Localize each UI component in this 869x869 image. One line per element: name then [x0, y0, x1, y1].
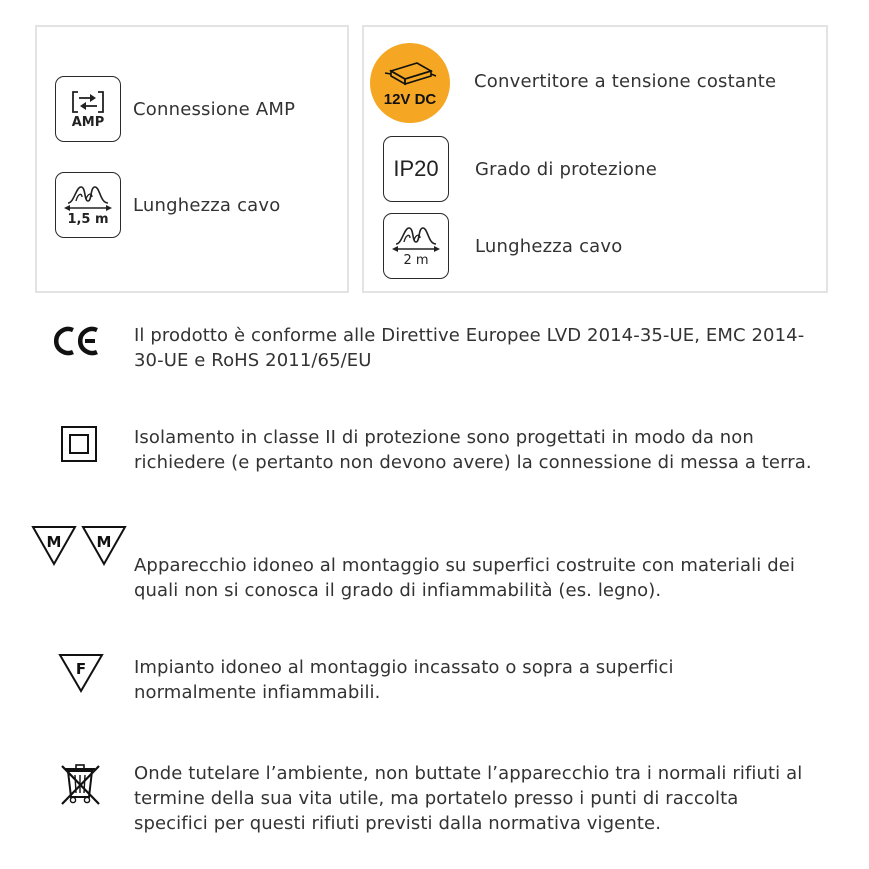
f-mark-letter: F — [75, 660, 87, 678]
spec-cable-length-right — [383, 213, 622, 279]
cable-length-icon — [55, 172, 121, 238]
amp-caption: AMP — [71, 115, 105, 130]
amp-connection-label: Connessione AMP — [133, 98, 296, 120]
weee-note-text: Onde tutelare l’ambiente, non buttate l’apparecchio tra i normali rifiuti al termine della sua vita utile, ma portatelo presso i punti di raccolta specifici per questi rifiuti previsti dalla normativa vigente. — [134, 763, 803, 834]
spec-amp-connection — [55, 76, 295, 142]
spec-ip-rating — [383, 136, 657, 202]
f-mark-icon — [57, 652, 105, 694]
coil-graphic — [390, 224, 442, 254]
ip-rating-value: IP20 — [393, 156, 439, 181]
f-note-text: Impianto idoneo al montaggio incassato o sopra a superfici normalmente infiammabili. — [134, 657, 674, 703]
spec-driver — [370, 43, 776, 123]
class-ii-insulation-icon — [60, 425, 98, 463]
left-spec-panel — [35, 25, 349, 293]
driver-icon — [370, 43, 450, 123]
ce-note-text: Il prodotto è conforme alle Direttive Europee LVD 2014-35-UE, EMC 2014-30-UE e RoHS 2011/65/EU — [134, 325, 805, 371]
cable-length-label: Lunghezza cavo — [475, 235, 623, 257]
cable-length-caption: 1,5 m — [67, 212, 109, 227]
amp-connection-icon — [55, 76, 121, 142]
mm-mark-letter-2: M — [96, 533, 112, 551]
weee-bin-icon — [59, 761, 103, 807]
cable-length-caption: 2 m — [403, 253, 429, 268]
mm-mark-letter-1: M — [46, 533, 62, 551]
driver-label: Convertitore a tensione costante — [474, 70, 777, 92]
spec-cable-length-left — [55, 172, 280, 238]
ip-rating-icon — [383, 136, 449, 202]
driver-caption: 12V DC — [383, 90, 437, 108]
driver-box-graphic — [383, 59, 437, 89]
ce-mark-icon — [52, 324, 104, 358]
mm-note-text: Apparecchio idoneo al montaggio su superfici costruite con materiali dei quali non si conosca il grado di infiammabilità (es. legno). — [134, 555, 796, 601]
cable-length-icon — [383, 213, 449, 279]
ip-rating-label: Grado di protezione — [475, 158, 658, 180]
amp-arrow-graphic — [68, 88, 108, 116]
mm-mark-icon — [30, 524, 130, 568]
cable-length-label: Lunghezza cavo — [133, 194, 281, 216]
coil-graphic — [62, 183, 114, 213]
class-ii-note-text: Isolamento in classe II di protezione sono progettati in modo da non richiedere (e pertanto non devono avere) la connessione di messa a terra. — [134, 427, 812, 473]
